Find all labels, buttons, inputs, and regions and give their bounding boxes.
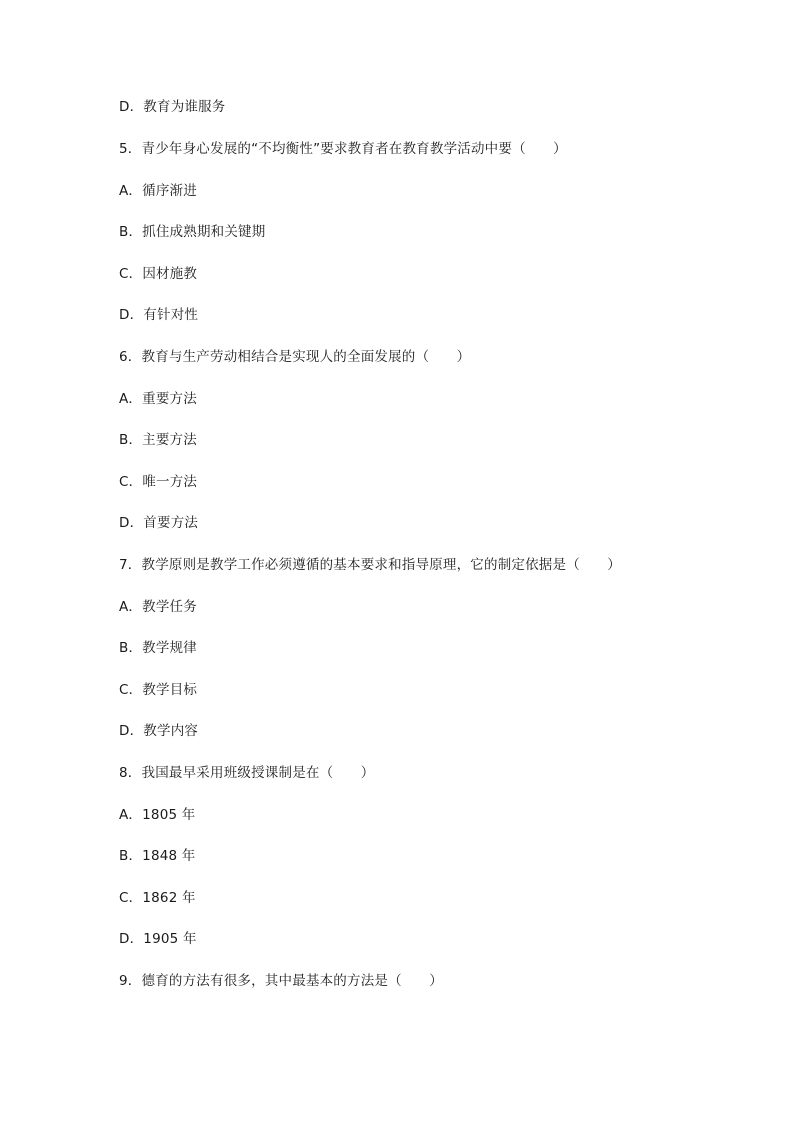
question-6: 6．教育与生产劳动相结合是实现人的全面发展的（ ）	[119, 349, 471, 365]
option-6-d: D．首要方法	[119, 515, 199, 531]
option-7-b: B．教学规律	[119, 640, 197, 656]
option-8-c: C．1862 年	[119, 890, 196, 906]
option-7-c: C．教学目标	[119, 682, 198, 698]
option-6-c: C．唯一方法	[119, 474, 198, 490]
option-6-b: B．主要方法	[119, 432, 197, 448]
option-8-b: B．1848 年	[119, 848, 196, 864]
option-5-c: C．因材施教	[119, 266, 198, 282]
option-6-a: A．重要方法	[119, 391, 197, 407]
option-4-d: D．教育为谁服务	[119, 99, 226, 115]
option-5-b: B．抓住成熟期和关键期	[119, 224, 266, 240]
option-5-a: A．循序渐进	[119, 183, 197, 199]
question-9: 9．德育的方法有很多，其中最基本的方法是（ ）	[119, 973, 443, 989]
option-7-a: A．教学任务	[119, 599, 197, 615]
question-7: 7．教学原则是教学工作必须遵循的基本要求和指导原理，它的制定依据是（ ）	[119, 557, 621, 573]
option-7-d: D．教学内容	[119, 723, 199, 739]
question-5: 5．青少年身心发展的“不均衡性”要求教育者在教育教学活动中要（ ）	[119, 141, 567, 157]
option-8-a: A．1805 年	[119, 807, 196, 823]
option-5-d: D．有针对性	[119, 307, 199, 323]
question-8: 8．我国最早采用班级授课制是在（ ）	[119, 765, 375, 781]
option-8-d: D．1905 年	[119, 931, 197, 947]
